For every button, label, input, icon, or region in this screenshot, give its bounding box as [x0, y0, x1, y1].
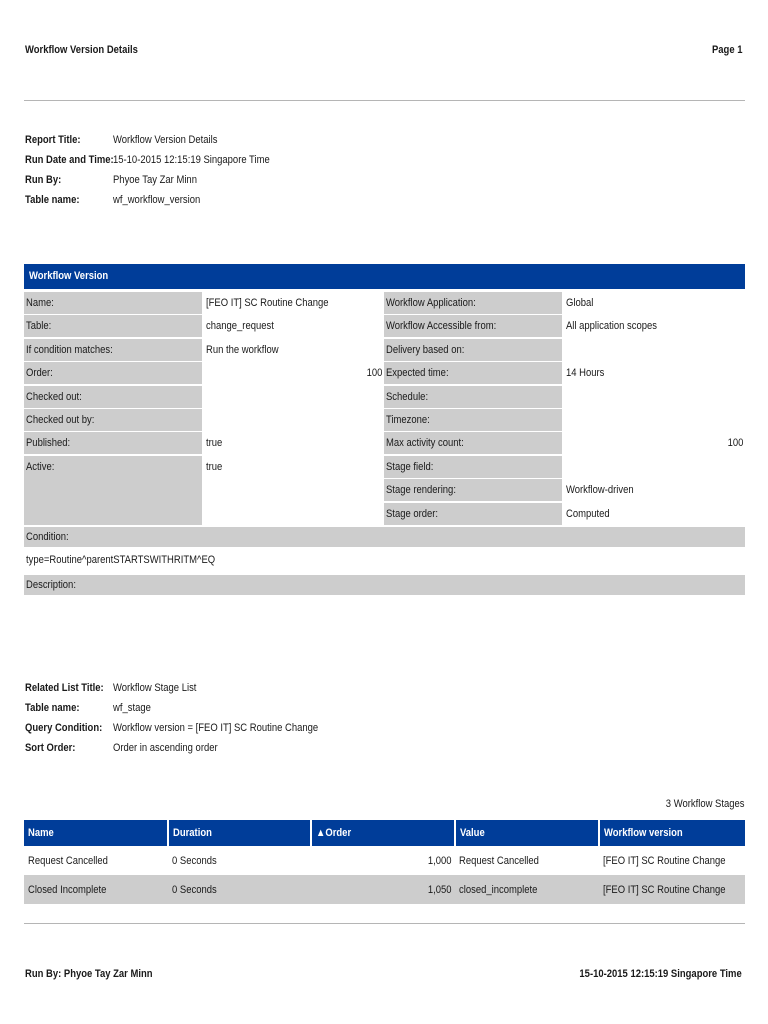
field-value: change_request: [206, 320, 274, 333]
field-value: [FEO IT] SC Routine Change: [206, 297, 329, 309]
description-label: Description:: [24, 575, 745, 595]
field-row-stage-order: [384, 503, 745, 525]
field-label: Schedule:: [386, 390, 429, 403]
table-cell: 0 Seconds: [168, 875, 312, 904]
field-value: Run the workflow: [206, 343, 279, 356]
column-header-value[interactable]: Value: [455, 820, 599, 846]
workflow-stage-table: [24, 820, 745, 904]
footer-timestamp: 15-10-2015 12:15:19 Singapore Time: [579, 968, 742, 980]
column-header-duration[interactable]: Duration: [168, 820, 312, 846]
meta-label: Run Date and Time:: [25, 154, 114, 166]
field-label: Workflow Accessible from:: [386, 320, 497, 333]
meta-value: wf_workflow_version: [113, 194, 201, 206]
table-cell: Request Cancelled: [458, 854, 539, 867]
page-number: Page 1: [711, 44, 742, 56]
meta-label: Sort Order:: [25, 742, 76, 754]
table-cell: closed_incomplete: [455, 875, 599, 904]
meta-label: Run By:: [25, 174, 62, 186]
field-label: Stage rendering:: [386, 484, 456, 497]
meta-label: Query Condition:: [25, 722, 103, 734]
field-label: Active:: [26, 460, 55, 473]
meta-value: Order in ascending order: [113, 742, 218, 754]
field-row-stage-rendering: [384, 479, 745, 502]
field-row-stage-field: [384, 456, 745, 479]
column-header-order[interactable]: ▲Order: [311, 820, 454, 846]
field-row-published: [24, 432, 745, 455]
field-label: Stage order:: [386, 507, 439, 520]
meta-value: wf_stage: [113, 702, 151, 714]
table-cell: Request Cancelled: [28, 854, 108, 867]
meta-value: Phyoe Tay Zar Minn: [113, 174, 197, 186]
workflow-version-grid: [24, 292, 745, 526]
field-label: Order:: [26, 367, 53, 380]
meta-label: Related List Title:: [25, 682, 104, 694]
page-header-title: Workflow Version Details: [25, 44, 138, 56]
field-label: Stage field:: [386, 460, 434, 473]
meta-value: Workflow version = [FEO IT] SC Routine Change: [113, 722, 319, 734]
field-label: Published:: [26, 437, 71, 450]
field-value: 100: [366, 367, 382, 380]
field-row-if-condition: [24, 339, 745, 362]
field-label: Checked out:: [26, 390, 82, 403]
field-value: Global: [566, 297, 594, 309]
condition-value: type=Routine^parentSTARTSWITHRITM^EQ: [26, 554, 216, 566]
table-header-row: [24, 820, 745, 846]
meta-label: Table name:: [25, 702, 80, 714]
field-label: Max activity count:: [386, 437, 464, 450]
field-row-checked-out-by: [24, 409, 745, 432]
condition-label: Condition:: [24, 527, 745, 547]
field-value: true: [206, 460, 223, 473]
meta-row: [25, 130, 295, 150]
field-value: 14 Hours: [566, 367, 605, 380]
meta-row: [25, 170, 295, 190]
table-row: [24, 875, 745, 904]
meta-value: Workflow Version Details: [113, 134, 218, 146]
report-meta: [25, 130, 295, 210]
field-label: Timezone:: [386, 413, 430, 426]
footer-run-by: Run By: Phyoe Tay Zar Minn: [25, 968, 153, 980]
meta-row: [25, 698, 352, 718]
table-cell: [FEO IT] SC Routine Change: [602, 854, 726, 867]
field-value: All application scopes: [566, 320, 657, 333]
field-value: Workflow-driven: [566, 484, 634, 497]
field-value: true: [206, 437, 223, 450]
field-label: If condition matches:: [26, 343, 113, 356]
field-label: Delivery based on:: [386, 343, 465, 356]
field-value: Computed: [566, 507, 610, 520]
field-row-order: [24, 362, 745, 385]
field-label: Workflow Application:: [386, 297, 476, 309]
workflow-version-heading: Workflow Version: [24, 264, 745, 289]
meta-row: [25, 718, 352, 738]
header-divider: [24, 100, 745, 101]
stage-count: 3 Workflow Stages: [666, 798, 745, 810]
field-label: Checked out by:: [26, 413, 95, 426]
field-row-name: [24, 292, 745, 315]
meta-row: [25, 678, 352, 698]
field-row-table: [24, 315, 745, 338]
meta-row: [25, 150, 295, 170]
table-cell: [FEO IT] SC Routine Change: [599, 875, 745, 904]
field-label: Table:: [26, 320, 52, 333]
meta-row: [25, 738, 352, 758]
table-cell: Closed Incomplete: [24, 875, 168, 904]
field-row-active: [24, 456, 745, 526]
related-list-meta: [25, 678, 352, 758]
table-cell: 1,050: [311, 875, 454, 904]
table-row: [24, 846, 745, 875]
column-header-workflow-version[interactable]: Workflow version: [599, 820, 745, 846]
field-row-checked-out: [24, 386, 745, 409]
table-cell: 1,000: [428, 854, 452, 867]
table-cell: 0 Seconds: [171, 854, 217, 867]
meta-value: 15-10-2015 12:15:19 Singapore Time: [113, 154, 270, 166]
meta-label: Report Title:: [25, 134, 81, 146]
column-header-name[interactable]: Name: [24, 820, 168, 846]
field-label: Expected time:: [386, 367, 449, 380]
field-label: Name:: [26, 297, 54, 309]
meta-label: Table name:: [25, 194, 80, 206]
meta-row: [25, 190, 295, 210]
meta-value: Workflow Stage List: [113, 682, 197, 694]
footer-divider: [24, 923, 745, 924]
field-value: 100: [727, 437, 743, 450]
